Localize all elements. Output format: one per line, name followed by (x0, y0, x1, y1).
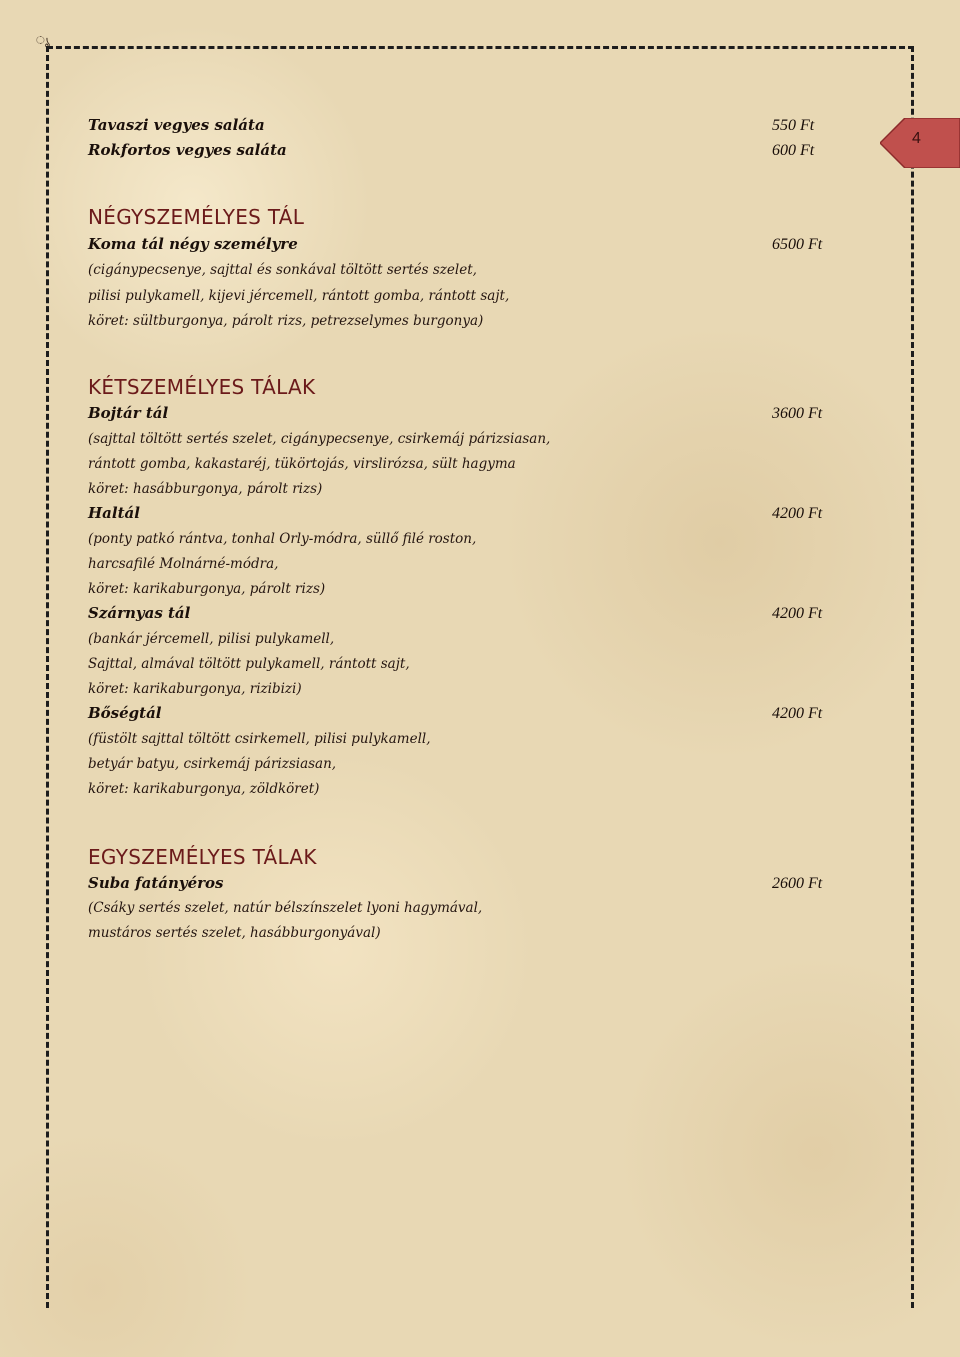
section-heading: NÉGYSZEMÉLYES TÁL (88, 205, 305, 229)
menu-item-price: 4200 Ft (772, 605, 823, 622)
menu-item-description: köret: karikaburgonya, zöldköret) (88, 781, 320, 797)
menu-item-description: (Csáky sertés szelet, natúr bélszínszelet lyoni hagymával, (88, 900, 483, 916)
section-heading: EGYSZEMÉLYES TÁLAK (88, 845, 317, 869)
menu-item-name: Tavaszi vegyes saláta (88, 116, 265, 134)
menu-item-description: harcsafilé Molnárné-módra, (88, 556, 279, 572)
menu-item-description: (bankár jércemell, pilisi pulykamell, (88, 631, 335, 647)
menu-item-description: (sajttal töltött sertés szelet, cigánypecsenye, csirkemáj párizsiasan, (88, 431, 551, 447)
menu-item-description: pilisi pulykamell, kijevi jércemell, rántott gomba, rántott sajt, (88, 288, 510, 304)
menu-item-price: 4200 Ft (772, 705, 823, 722)
menu-item-price: 4200 Ft (772, 505, 823, 522)
menu-item-description: (ponty patkó rántva, tonhal Orly-módra, süllő filé roston, (88, 531, 477, 547)
frame-border-right (911, 46, 914, 1308)
frame-border-left (46, 46, 49, 1308)
menu-item-name: Koma tál négy személyre (88, 235, 298, 253)
menu-item-price: 3600 Ft (772, 405, 823, 422)
menu-item-description: betyár batyu, csirkemáj párizsiasan, (88, 756, 337, 772)
menu-item-description: köret: sültburgonya, párolt rizs, petrezselymes burgonya) (88, 313, 484, 329)
menu-item-name: Bojtár tál (88, 404, 169, 422)
corner-mark: ൃ (36, 34, 50, 47)
menu-item-description: köret: hasábburgonya, párolt rizs) (88, 481, 323, 497)
menu-item-description: mustáros sertés szelet, hasábburgonyával) (88, 925, 381, 941)
menu-item-name: Suba fatányéros (88, 874, 224, 892)
menu-item-name: Bőségtál (88, 704, 162, 722)
frame-border-top (47, 46, 914, 49)
menu-item-name: Szárnyas tál (88, 604, 191, 622)
menu-item-name: Haltál (88, 504, 140, 522)
menu-item-price: 550 Ft (772, 117, 815, 134)
menu-item-description: köret: karikaburgonya, párolt rizs) (88, 581, 326, 597)
menu-item-description: Sajttal, almával töltött pulykamell, rántott sajt, (88, 656, 410, 672)
menu-item-description: köret: karikaburgonya, rizibizi) (88, 681, 302, 697)
section-heading: KÉTSZEMÉLYES TÁLAK (88, 375, 316, 399)
menu-item-description: rántott gomba, kakastaréj, tükörtojás, virslirózsa, sült hagyma (88, 456, 516, 472)
page-number: 4 (912, 130, 921, 147)
menu-item-price: 2600 Ft (772, 875, 823, 892)
menu-item-description: (füstölt sajttal töltött csirkemell, pilisi pulykamell, (88, 731, 431, 747)
menu-item-description: (cigánypecsenye, sajttal és sonkával töltött sertés szelet, (88, 262, 477, 278)
menu-item-price: 600 Ft (772, 142, 815, 159)
menu-item-name: Rokfortos vegyes saláta (88, 141, 287, 159)
menu-item-price: 6500 Ft (772, 236, 823, 253)
